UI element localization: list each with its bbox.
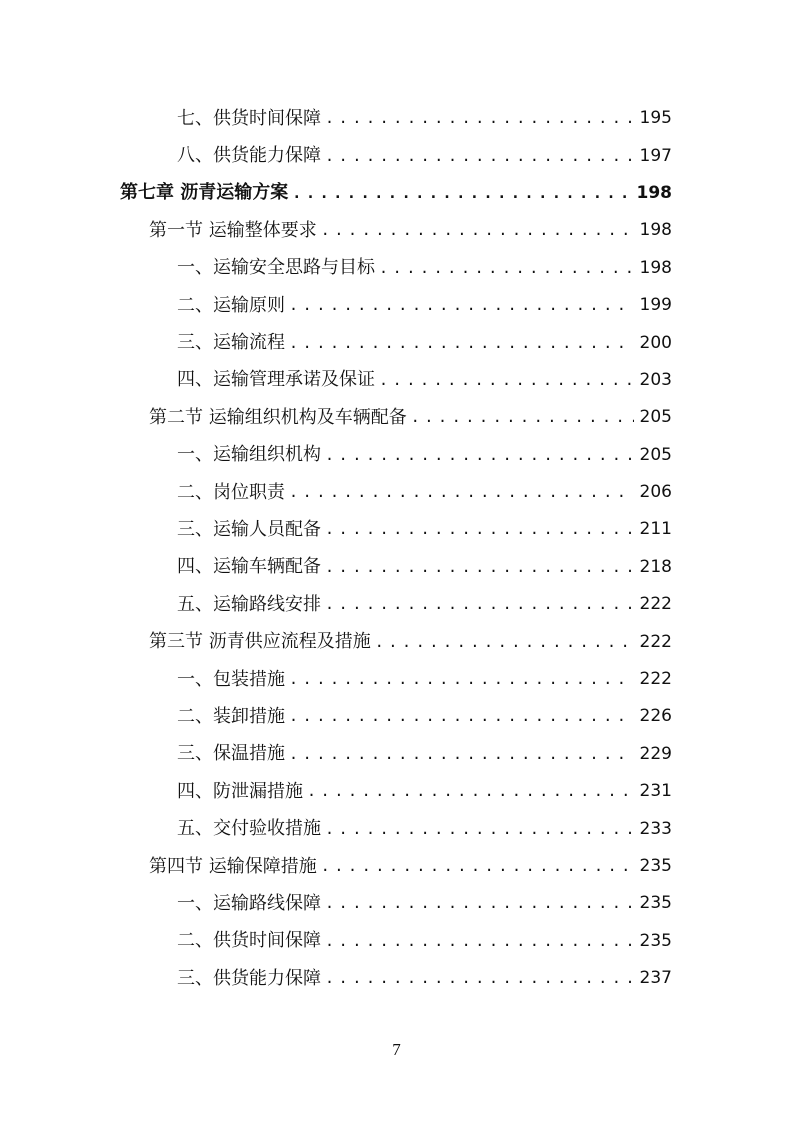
- dot-leader: [379, 373, 634, 388]
- toc-entry-item[interactable]: [0, 474, 793, 511]
- page-number: 7: [392, 1040, 401, 1059]
- dot-leader: [292, 186, 630, 201]
- toc-entry-title: 二、运输原则: [177, 294, 285, 316]
- toc-entry-title: 二、装卸措施: [177, 705, 285, 727]
- toc-entry-page-number: 235: [639, 893, 672, 914]
- toc-entry-page-number: 198: [639, 220, 672, 241]
- toc-entry-chapter[interactable]: [0, 175, 793, 212]
- toc-entry-title: 五、交付验收措施: [177, 818, 321, 840]
- toc-entry-page-number: 235: [639, 856, 672, 876]
- dot-leader: [325, 822, 634, 837]
- dot-leader: [325, 522, 634, 537]
- toc-entry-title: 二、岗位职责: [177, 481, 285, 503]
- toc-entry-page-number: 222: [639, 669, 672, 690]
- toc-entry-item[interactable]: [0, 698, 793, 735]
- dot-leader: [321, 223, 634, 238]
- toc-entry-section[interactable]: [0, 399, 793, 436]
- toc-entry-page-number: 237: [639, 968, 672, 989]
- toc-entry-section[interactable]: [0, 848, 793, 885]
- dot-leader: [325, 149, 634, 164]
- toc-entry-title: 七、供货时间保障: [177, 107, 321, 129]
- toc-entry-page-number: 198: [636, 182, 672, 203]
- toc-entry-item[interactable]: [0, 736, 793, 773]
- toc-entry-page-number: 206: [639, 482, 672, 503]
- toc-entry-title: 三、运输流程: [177, 332, 285, 354]
- toc-entry-title: 第一节 运输整体要求: [149, 219, 317, 241]
- toc-entry-section[interactable]: [0, 212, 793, 249]
- dot-leader: [375, 635, 634, 650]
- table-of-contents: [0, 100, 793, 997]
- toc-entry-title: 一、包装措施: [177, 668, 285, 690]
- toc-entry-item[interactable]: [0, 362, 793, 399]
- toc-entry-item[interactable]: [0, 511, 793, 548]
- dot-leader: [325, 560, 634, 575]
- toc-entry-title: 三、供货能力保障: [177, 967, 321, 989]
- toc-entry-title: 四、防泄漏措施: [177, 780, 303, 802]
- toc-entry-item[interactable]: [0, 586, 793, 623]
- toc-entry-page-number: 229: [639, 743, 672, 764]
- toc-entry-title: 四、运输管理承诺及保证: [177, 369, 375, 391]
- toc-entry-page-number: 199: [639, 295, 672, 316]
- toc-entry-page-number: 205: [639, 444, 672, 465]
- toc-entry-item[interactable]: [0, 100, 793, 137]
- toc-entry-title: 第七章 沥青运输方案: [120, 182, 289, 204]
- toc-entry-title: 第三节 沥青供应流程及措施: [149, 631, 371, 653]
- toc-entry-title: 一、运输路线保障: [177, 892, 321, 914]
- toc-entry-title: 一、运输安全思路与目标: [177, 257, 375, 279]
- dot-leader: [289, 747, 634, 762]
- dot-leader: [325, 597, 634, 612]
- toc-entry-item[interactable]: [0, 661, 793, 698]
- toc-entry-item[interactable]: [0, 324, 793, 361]
- toc-entry-page-number: 218: [639, 556, 672, 577]
- toc-entry-page-number: 222: [639, 631, 672, 652]
- dot-leader: [325, 971, 634, 986]
- dot-leader: [307, 784, 634, 799]
- dot-leader: [325, 448, 634, 463]
- toc-entry-item[interactable]: [0, 960, 793, 997]
- toc-entry-title: 四、运输车辆配备: [177, 556, 321, 578]
- toc-entry-page-number: 233: [639, 818, 672, 839]
- toc-entry-page-number: 222: [639, 594, 672, 615]
- dot-leader: [289, 485, 634, 500]
- toc-entry-page-number: 235: [639, 930, 672, 951]
- toc-entry-item[interactable]: [0, 923, 793, 960]
- dot-leader: [325, 896, 634, 911]
- toc-entry-page-number: 226: [639, 706, 672, 727]
- toc-entry-title: 二、供货时间保障: [177, 930, 321, 952]
- toc-entry-title: 三、运输人员配备: [177, 518, 321, 540]
- dot-leader: [325, 934, 634, 949]
- toc-entry-item[interactable]: [0, 773, 793, 810]
- toc-entry-title: 八、供货能力保障: [177, 145, 321, 167]
- dot-leader: [379, 261, 634, 276]
- toc-entry-page-number: 205: [639, 407, 672, 428]
- toc-entry-item[interactable]: [0, 810, 793, 847]
- toc-entry-item[interactable]: [0, 437, 793, 474]
- toc-entry-item[interactable]: [0, 287, 793, 324]
- toc-entry-page-number: 231: [639, 781, 672, 802]
- dot-leader: [321, 859, 634, 874]
- toc-entry-title: 一、运输组织机构: [177, 444, 321, 466]
- toc-entry-item[interactable]: [0, 885, 793, 922]
- toc-entry-page-number: 203: [639, 369, 672, 390]
- toc-entry-item[interactable]: [0, 137, 793, 174]
- toc-entry-page-number: 195: [639, 108, 672, 129]
- toc-entry-page-number: 200: [639, 332, 672, 353]
- dot-leader: [325, 111, 634, 126]
- toc-entry-title: 第二节 运输组织机构及车辆配备: [149, 406, 407, 428]
- toc-entry-page-number: 197: [639, 145, 672, 166]
- dot-leader: [289, 298, 634, 313]
- dot-leader: [289, 709, 634, 724]
- toc-entry-title: 五、运输路线安排: [177, 593, 321, 615]
- toc-entry-item[interactable]: [0, 250, 793, 287]
- dot-leader: [289, 336, 634, 351]
- toc-entry-page-number: 198: [639, 257, 672, 278]
- toc-entry-title: 三、保温措施: [177, 743, 285, 765]
- toc-entry-page-number: 211: [639, 519, 672, 540]
- toc-entry-title: 第四节 运输保障措施: [149, 855, 317, 877]
- dot-leader: [411, 410, 634, 425]
- dot-leader: [289, 672, 634, 687]
- toc-entry-item[interactable]: [0, 549, 793, 586]
- toc-entry-section[interactable]: [0, 623, 793, 660]
